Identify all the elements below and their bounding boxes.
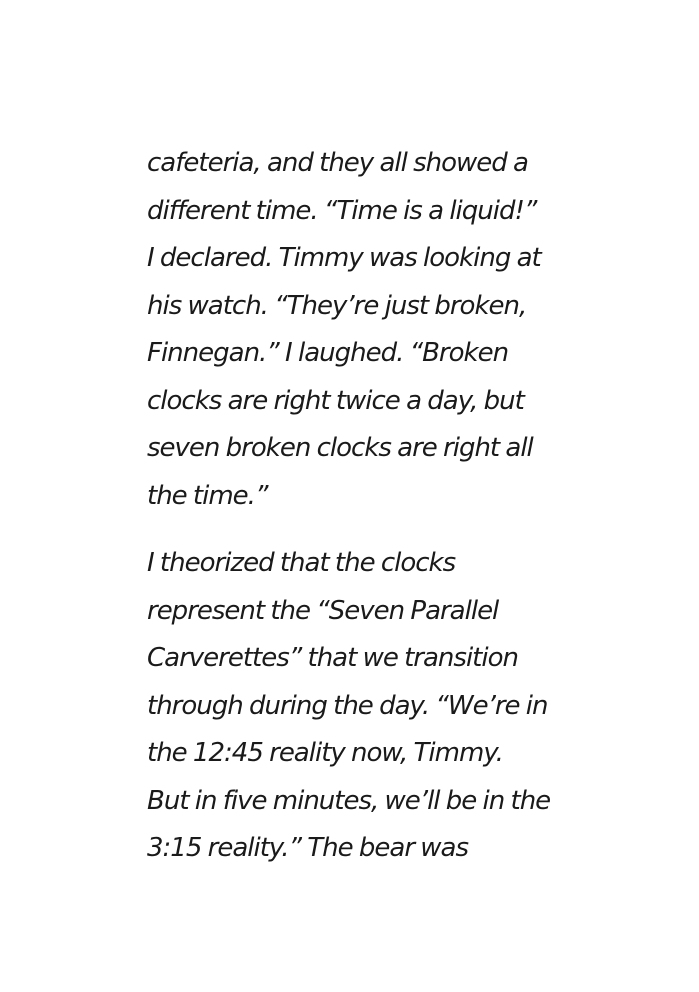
text-line: represent the “Seven Parallel bbox=[147, 595, 499, 626]
text-line: I declared. Timmy was looking at bbox=[147, 243, 541, 273]
text-line: his watch. “They’re just broken, bbox=[147, 290, 527, 321]
text-line: I theorized that the clocks bbox=[147, 548, 456, 578]
text-line: the time.” bbox=[147, 480, 268, 511]
text-line: the 12:45 reality now, Timmy. bbox=[147, 738, 503, 768]
text-line: seven broken clocks are right all bbox=[147, 433, 533, 463]
text-line: cafeteria, and they all showed a bbox=[147, 148, 528, 178]
paragraph-2 bbox=[147, 540, 567, 873]
text-line: through during the day. “We’re in bbox=[147, 690, 548, 721]
text-line: Finnegan.” I laughed. “Broken bbox=[147, 338, 509, 368]
text-line: 3:15 reality.” The bear was bbox=[147, 833, 469, 863]
text-line: But in five minutes, we’ll be in the bbox=[147, 785, 551, 816]
paragraph-1 bbox=[147, 140, 567, 520]
text-line: Carverettes” that we transition bbox=[147, 643, 518, 673]
page-text bbox=[147, 140, 567, 873]
text-line: clocks are right twice a day, but bbox=[147, 385, 524, 416]
text-line: different time. “Time is a liquid!” bbox=[147, 195, 537, 226]
